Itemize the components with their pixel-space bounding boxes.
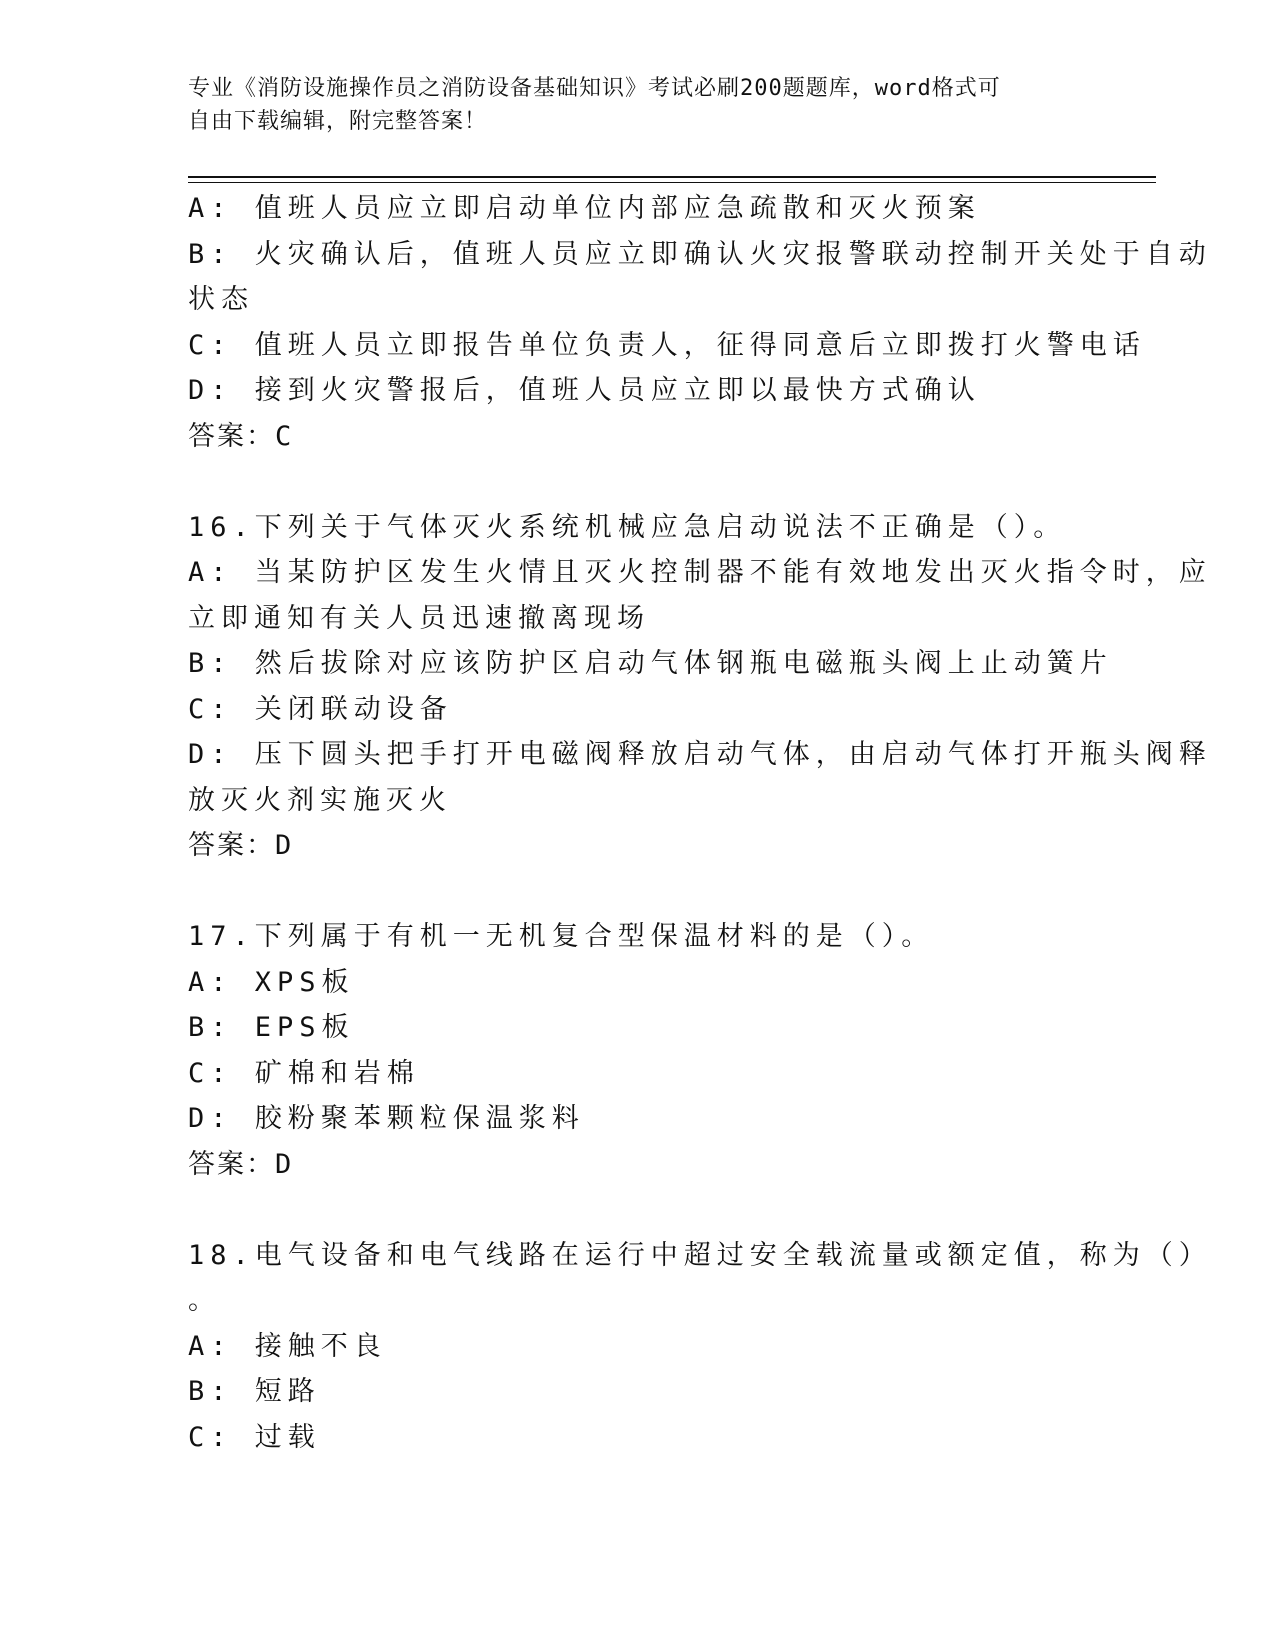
option-c: C: 值班人员立即报告单位负责人，征得同意后立即拨打火警电话 [188,329,1146,361]
option-b-continued: 状态 [188,284,254,315]
option-d: D: 压下圆头把手打开电磁阀释放启动气体，由启动气体打开瓶头阀释 [188,739,1212,770]
option-b: B: 火灾确认后，值班人员应立即确认火灾报警联动控制开关处于自动 [188,238,1212,270]
option-b: B: EPS板 [188,1012,355,1043]
option-c: C: 过载 [188,1421,321,1453]
question-17 [188,914,1088,1187]
header-line-1: 专业《消防设施操作员之消防设备基础知识》考试必刷200题题库，word格式可 [188,76,1001,101]
question-content [188,186,1212,1460]
spacer [188,459,1088,505]
header-line-2: 自由下载编辑，附完整答案！ [188,109,488,134]
question-stem: 16.下列关于气体灭火系统机械应急启动说法不正确是（）。 [188,511,1067,543]
answer: 答案：D [188,1148,294,1180]
option-d: D: 胶粉聚苯颗粒保温浆料 [188,1103,585,1134]
document-header [188,72,1068,138]
option-d-continued: 放灭火剂实施灭火 [188,784,452,816]
option-a-continued: 立即通知有关人员迅速撤离现场 [188,602,650,634]
header-rule-thick [188,176,1156,178]
option-a: A: XPS板 [188,966,355,998]
spacer [188,1187,1088,1233]
option-a: A: 接触不良 [188,1330,387,1362]
question-16 [188,505,1212,869]
option-b: B: 然后拔除对应该防护区启动气体钢瓶电磁瓶头阀上止动簧片 [188,648,1113,679]
option-a: A: 值班人员应立即启动单位内部应急疏散和灭火预案 [188,193,981,224]
option-d: D: 接到火灾警报后，值班人员应立即以最快方式确认 [188,375,981,406]
prev-question [188,186,1212,459]
answer: 答案：D [188,830,294,861]
question-18 [188,1233,1212,1461]
question-stem-continued: 。 [188,1285,221,1316]
option-a: A: 当某防护区发生火情且灭火控制器不能有效地发出灭火指令时，应 [188,557,1212,588]
question-stem: 17.下列属于有机一无机复合型保温材料的是（）。 [188,921,935,952]
answer: 答案：C [188,420,294,452]
header-rule-thin [188,182,1156,183]
question-stem: 18.电气设备和电气线路在运行中超过安全载流量或额定值，称为（） [188,1239,1212,1271]
option-b: B: 短路 [188,1376,321,1407]
option-c: C: 矿棉和岩棉 [188,1057,420,1089]
option-c: C: 关闭联动设备 [188,693,453,725]
spacer [188,869,1088,915]
